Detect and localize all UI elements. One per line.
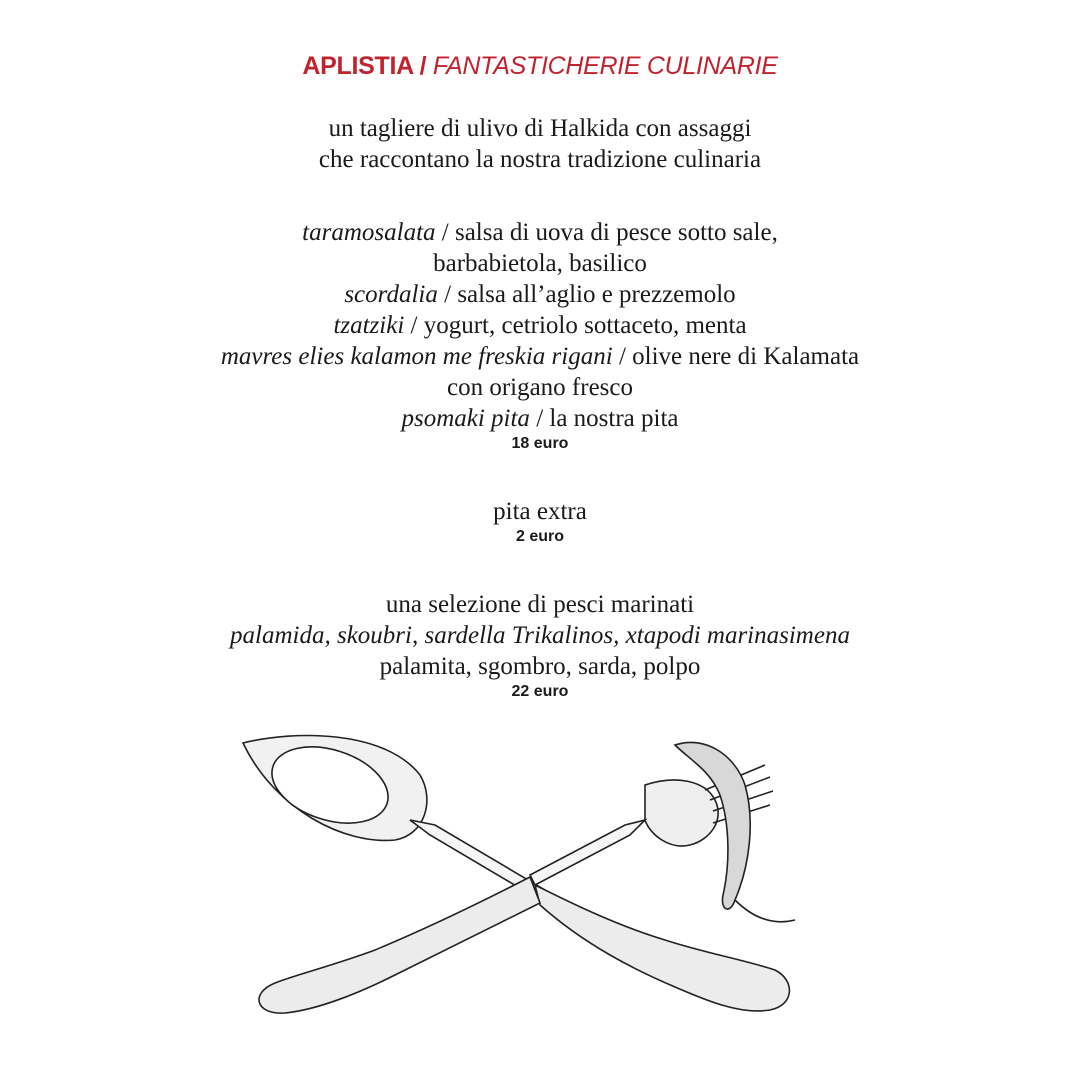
item-description-cont: con origano fresco <box>446 374 634 401</box>
platter-item <box>0 403 1080 434</box>
item-description: yogurt, cetriolo sottaceto, menta <box>423 312 747 339</box>
platter-item <box>0 279 1080 310</box>
crossed-cutlery-shrimp-illustration <box>235 725 815 1015</box>
menu-title <box>0 52 1080 81</box>
intro-line-2: che raccontano la nostra tradizione culinaria <box>318 146 762 173</box>
fish-price: 22 euro <box>511 683 569 700</box>
platter-price: 18 euro <box>511 435 569 452</box>
item-greek-name: psomaki pita <box>401 405 530 432</box>
extra-price: 2 euro <box>515 528 564 545</box>
separator: / <box>437 281 458 308</box>
item-greek-name: mavres elies kalamon me freskia rigani <box>220 343 613 370</box>
platter-item <box>0 217 1080 248</box>
item-greek-name: taramosalata <box>302 219 436 246</box>
platter-item <box>0 341 1080 372</box>
item-description: salsa all’aglio e prezzemolo <box>457 281 736 308</box>
menu-subtitle: FANTASTICHERIE CULINARIE <box>426 52 778 80</box>
extra-label: pita extra <box>493 498 587 525</box>
fish-greek-names: palamida, skoubri, sardella Trikalinos, xtapodi marinasimena <box>230 622 850 649</box>
separator: / <box>404 312 424 339</box>
item-greek-name: tzatziki <box>333 312 405 339</box>
item-greek-name: scordalia <box>344 281 438 308</box>
item-description: la nostra pita <box>549 405 679 432</box>
platter-item <box>0 310 1080 341</box>
separator: / <box>612 343 633 370</box>
separator: / <box>435 219 455 246</box>
item-description: olive nere di Kalamata <box>632 343 860 370</box>
fish-title: una selezione di pesci marinati <box>385 591 695 618</box>
intro-line-1: un tagliere di ulivo di Halkida con assaggi <box>328 115 752 142</box>
separator: / <box>529 405 550 432</box>
item-description-cont: barbabietola, basilico <box>433 250 647 277</box>
menu-body <box>0 113 1080 702</box>
brand-name: APLISTIA / <box>302 52 427 80</box>
fish-italian-names: palamita, sgombro, sarda, polpo <box>379 653 701 680</box>
item-description: salsa di uova di pesce sotto sale, <box>454 219 778 246</box>
